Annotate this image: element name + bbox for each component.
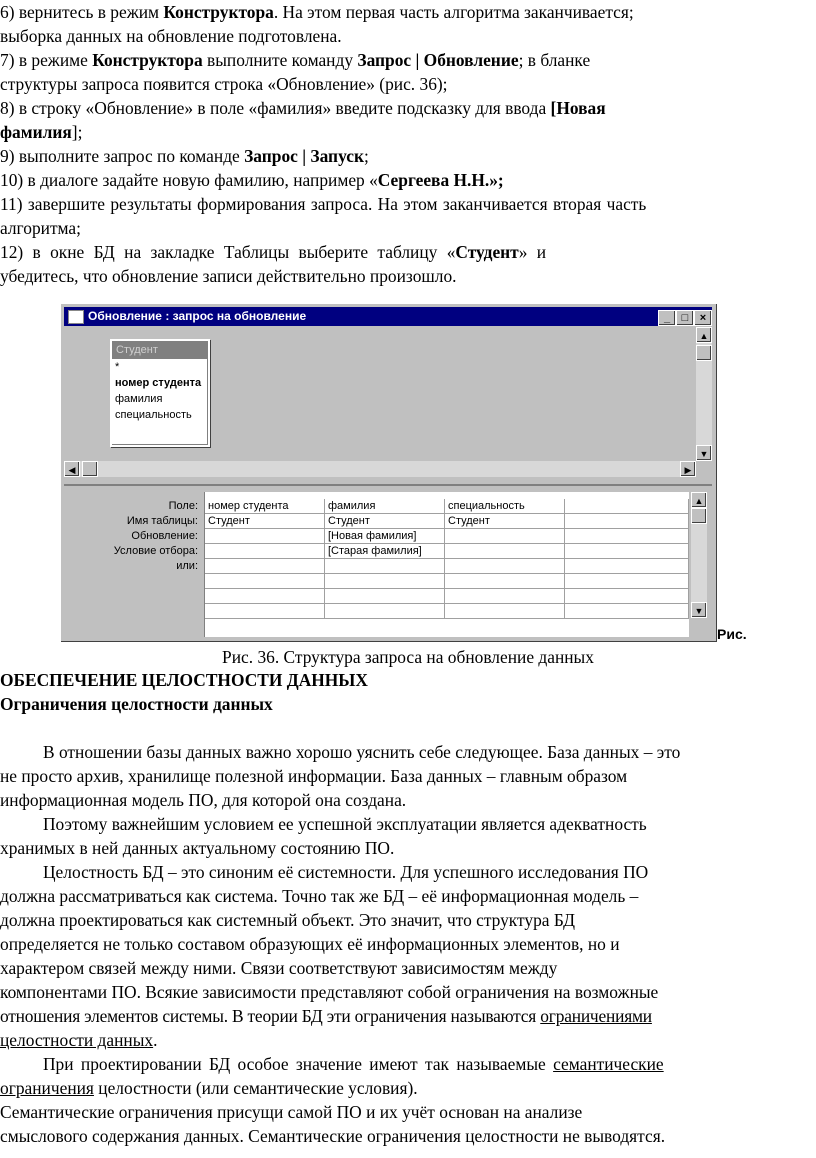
scroll-down-icon[interactable]: ▼ bbox=[691, 602, 707, 618]
cell-field[interactable]: фамилия bbox=[325, 499, 445, 514]
field-item-key[interactable]: номер студента bbox=[115, 377, 202, 389]
paragraph-line: характером связей между ними. Связи соответствуют зависимостям между bbox=[0, 958, 558, 978]
paragraph-line: должна рассматриваться как система. Точно так же БД – её информационная модель – bbox=[0, 886, 639, 906]
field-list-title: Студент bbox=[112, 341, 208, 359]
paragraph-line: не просто архив, хранилище полезной информации. База данных – главным образом bbox=[0, 766, 628, 786]
paragraph-line: компонентами ПО. Всякие зависимости представляют собой ограничения на возможные bbox=[0, 982, 659, 1002]
cell-empty[interactable] bbox=[565, 544, 689, 559]
cell-empty[interactable] bbox=[325, 589, 445, 604]
step-7: 7) в режиме Конструктора выполните команду Запрос | Обновление; в бланке bbox=[0, 50, 591, 70]
window-icon bbox=[68, 310, 84, 324]
horizontal-scrollbar[interactable] bbox=[64, 461, 696, 477]
window-titlebar bbox=[64, 307, 712, 326]
cell-criteria[interactable] bbox=[445, 544, 565, 559]
step-12: 12) в окне БД на закладке Таблицы выберите таблицу «Студент» и bbox=[0, 242, 547, 262]
scroll-up-icon[interactable]: ▲ bbox=[691, 492, 707, 508]
cell-update[interactable] bbox=[205, 529, 325, 544]
close-button[interactable]: × bbox=[694, 310, 712, 326]
step-10: 10) в диалоге задайте новую фамилию, например «Сергеева Н.Н.»; bbox=[0, 170, 504, 190]
paragraph-line: определяется не только составом образующих её информационных элементов, но и bbox=[0, 934, 620, 954]
cell-or[interactable] bbox=[445, 559, 565, 574]
cell-table[interactable]: Студент bbox=[205, 514, 325, 529]
cell-table[interactable]: Студент bbox=[445, 514, 565, 529]
vertical-scrollbar[interactable] bbox=[696, 327, 712, 461]
cell-empty[interactable] bbox=[565, 499, 689, 514]
figure-label-stub: Рис. bbox=[717, 626, 747, 642]
query-design-grid bbox=[204, 492, 689, 637]
term-link: целостности данных bbox=[0, 1030, 154, 1050]
cell-field[interactable]: специальность bbox=[445, 499, 565, 514]
scroll-up-icon[interactable]: ▲ bbox=[696, 327, 712, 343]
subsection-heading: Ограничения целостности данных bbox=[0, 694, 273, 714]
step-8-cont: фамилия]; bbox=[0, 122, 83, 142]
paragraph-line: целостности данных. bbox=[0, 1030, 158, 1050]
query-window bbox=[60, 303, 718, 643]
scroll-thumb[interactable] bbox=[696, 345, 712, 361]
cell-update[interactable]: [Новая фамилия] bbox=[325, 529, 445, 544]
field-item[interactable]: * bbox=[115, 361, 120, 373]
cell-empty[interactable] bbox=[565, 604, 689, 619]
scroll-thumb[interactable] bbox=[691, 508, 707, 524]
grid-vertical-scrollbar[interactable] bbox=[691, 492, 707, 618]
paragraph-line: информационная модель ПО, для которой она создана. bbox=[0, 790, 407, 810]
cell-empty[interactable] bbox=[565, 589, 689, 604]
figure-caption: Рис. 36. Структура запроса на обновление данных bbox=[222, 647, 594, 667]
cell-empty[interactable] bbox=[565, 529, 689, 544]
cell-empty[interactable] bbox=[325, 604, 445, 619]
paragraph-line: Целостность БД – это синоним её системности. Для успешного исследования ПО bbox=[43, 862, 649, 882]
step-11: 11) завершите результаты формирования запроса. На этом заканчивается вторая часть bbox=[0, 194, 647, 214]
scroll-left-icon[interactable]: ◀ bbox=[64, 461, 80, 477]
cell-empty[interactable] bbox=[445, 604, 565, 619]
scroll-down-icon[interactable]: ▼ bbox=[696, 445, 712, 461]
step-7-cont: структуры запроса появится строка «Обновление» (рис. 36); bbox=[0, 74, 448, 94]
paragraph-line: должна проектироваться как системный объект. Это значит, что структура БД bbox=[0, 910, 576, 930]
step-9: 9) выполните запрос по команде Запрос | Запуск; bbox=[0, 146, 369, 166]
cell-or[interactable] bbox=[205, 559, 325, 574]
row-label-table: Имя таблицы: bbox=[126, 515, 198, 527]
step-12-cont: убедитесь, что обновление записи действительно произошло. bbox=[0, 266, 457, 286]
paragraph-line: При проектировании БД особое значение имеют так называемые семантические bbox=[43, 1054, 664, 1074]
window-title: Обновление : запрос на обновление bbox=[88, 309, 307, 323]
row-label-criteria: Условие отбора: bbox=[113, 545, 198, 557]
table-pane bbox=[64, 327, 696, 482]
paragraph-line: смыслового содержания данных. Семантические ограничения целостности не выводятся. bbox=[0, 1126, 666, 1146]
paragraph-line: В отношении базы данных важно хорошо уяснить себе следующее. База данных – это bbox=[43, 742, 681, 762]
cell-empty[interactable] bbox=[565, 514, 689, 529]
term-link: ограничениями bbox=[540, 1006, 652, 1026]
scroll-thumb-h[interactable] bbox=[82, 461, 98, 477]
cell-empty[interactable] bbox=[205, 589, 325, 604]
cell-empty[interactable] bbox=[205, 574, 325, 589]
row-label-update: Обновление: bbox=[131, 530, 198, 542]
cell-empty[interactable] bbox=[325, 574, 445, 589]
term-link: семантические bbox=[553, 1054, 664, 1074]
cell-field[interactable]: номер студента bbox=[205, 499, 325, 514]
cell-or[interactable] bbox=[325, 559, 445, 574]
cell-update[interactable] bbox=[445, 529, 565, 544]
cell-empty[interactable] bbox=[445, 589, 565, 604]
paragraph-line: Поэтому важнейшим условием ее успешной эксплуатации является адекватность bbox=[43, 814, 647, 834]
step-11-cont: алгоритма; bbox=[0, 218, 81, 238]
cell-criteria[interactable] bbox=[205, 544, 325, 559]
maximize-button[interactable]: □ bbox=[676, 310, 694, 326]
cell-empty[interactable] bbox=[445, 574, 565, 589]
field-item[interactable]: фамилия bbox=[115, 393, 163, 405]
step-6: 6) вернитесь в режим Конструктора. На этом первая часть алгоритма заканчивается; bbox=[0, 2, 634, 22]
row-label-or: или: bbox=[176, 560, 198, 572]
scroll-right-icon[interactable]: ▶ bbox=[680, 461, 696, 477]
paragraph-line: Семантические ограничения присущи самой ПО и их учёт основан на анализе bbox=[0, 1102, 583, 1122]
minimize-button[interactable]: _ bbox=[658, 310, 676, 326]
paragraph-line: отношения элементов системы. В теории БД эти ограничения называются ограничениями bbox=[0, 1006, 652, 1026]
term-link: ограничения bbox=[0, 1078, 94, 1098]
paragraph-line: хранимых в ней данных актуальному состоянию ПО. bbox=[0, 838, 395, 858]
field-item[interactable]: специальность bbox=[115, 409, 192, 421]
cell-empty[interactable] bbox=[565, 559, 689, 574]
row-label-field: Поле: bbox=[168, 500, 198, 512]
section-heading: ОБЕСПЕЧЕНИЕ ЦЕЛОСТНОСТИ ДАННЫХ bbox=[0, 670, 368, 690]
step-8: 8) в строку «Обновление» в поле «фамилия» введите подсказку для ввода [Новая bbox=[0, 98, 606, 118]
cell-empty[interactable] bbox=[205, 604, 325, 619]
field-list-student[interactable] bbox=[110, 339, 210, 447]
cell-criteria[interactable]: [Старая фамилия] bbox=[325, 544, 445, 559]
query-grid-pane bbox=[64, 484, 712, 636]
step-6-cont: выборка данных на обновление подготовлена. bbox=[0, 26, 342, 46]
cell-table[interactable]: Студент bbox=[325, 514, 445, 529]
cell-empty[interactable] bbox=[565, 574, 689, 589]
paragraph-line: ограничения целостности (или семантические условия). bbox=[0, 1078, 418, 1098]
